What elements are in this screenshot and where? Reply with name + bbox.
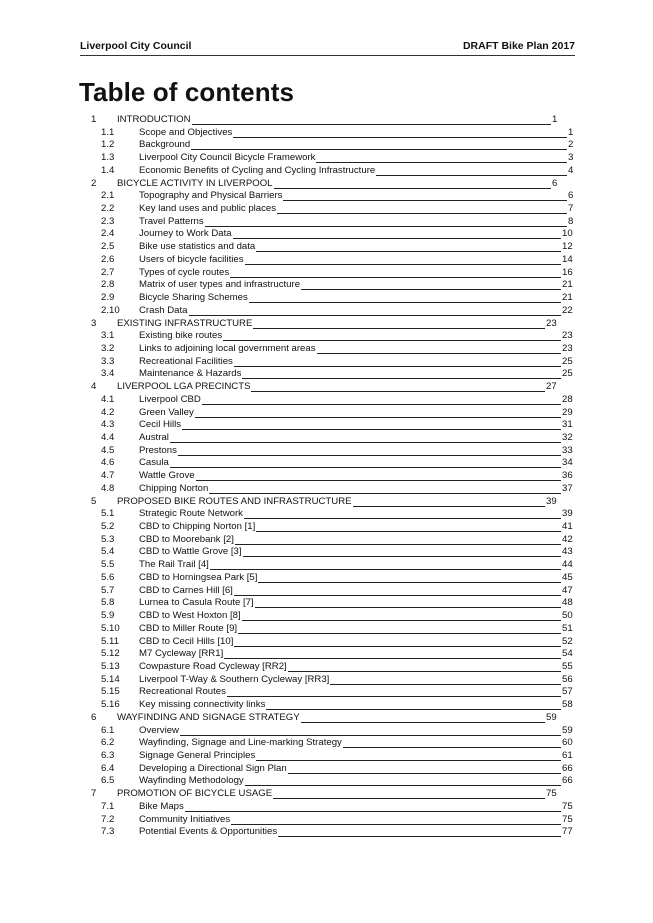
toc-entry-number: 4.1 <box>101 393 115 405</box>
toc-entry-page-number: 60 <box>562 737 573 749</box>
toc-entry-number: 5.13 <box>101 660 120 672</box>
toc-entry-number: 4.7 <box>101 470 115 482</box>
toc-section-entry[interactable] <box>0 496 653 508</box>
toc-entry-title: Links to adjoining local government areas <box>139 342 316 354</box>
toc-subsection-entry[interactable] <box>0 241 653 253</box>
toc-entry-title: Travel Patterns <box>139 215 204 227</box>
toc-entry-title: LIVERPOOL LGA PRECINCTS <box>117 381 251 393</box>
toc-entry-number: 5.14 <box>101 673 120 685</box>
toc-leader-line <box>249 292 561 303</box>
toc-entry-title: Crash Data <box>139 304 188 316</box>
toc-entry-title: Cowpasture Road Cycleway [RR2] <box>139 660 287 672</box>
toc-subsection-entry[interactable] <box>0 305 653 317</box>
toc-entry-page-number: 43 <box>562 546 573 558</box>
toc-subsection-entry[interactable] <box>0 368 653 380</box>
toc-entry-number: 5.7 <box>101 584 115 596</box>
toc-entry-number: 6.1 <box>101 724 115 736</box>
toc-leader-line <box>178 445 561 456</box>
toc-entry-page-number: 51 <box>562 622 573 634</box>
toc-entry-number: 5.5 <box>101 559 115 571</box>
toc-leader-line <box>242 610 561 621</box>
toc-entry-page-number: 25 <box>562 355 573 367</box>
toc-subsection-entry[interactable] <box>0 457 653 469</box>
toc-subsection-entry[interactable] <box>0 292 653 304</box>
toc-entry-page-number: 33 <box>562 444 573 456</box>
toc-entry-number: 5.4 <box>101 546 115 558</box>
toc-leader-line <box>255 597 561 608</box>
toc-entry-page-number: 31 <box>562 419 573 431</box>
toc-entry-number: 5.9 <box>101 610 115 622</box>
toc-subsection-entry[interactable] <box>0 254 653 266</box>
toc-subsection-entry[interactable] <box>0 330 653 342</box>
toc-entry-number: 3.4 <box>101 368 115 380</box>
toc-leader-line <box>256 241 561 252</box>
toc-entry-number: 1.2 <box>101 139 115 151</box>
toc-leader-line <box>170 457 561 468</box>
toc-entry-number: 4 <box>91 381 97 393</box>
toc-entry-title: Users of bicycle facilities <box>139 253 244 265</box>
toc-entry-title: WAYFINDING AND SIGNAGE STRATEGY <box>117 711 300 723</box>
toc-entry-number: 3 <box>91 317 97 329</box>
toc-entry-title: Wayfinding, Signage and Line-marking Strategy <box>139 737 342 749</box>
toc-entry-page-number: 55 <box>562 660 573 672</box>
toc-subsection-entry[interactable] <box>0 190 653 202</box>
toc-entry-title: Matrix of user types and infrastructure <box>139 279 301 291</box>
toc-section-entry[interactable] <box>0 712 653 724</box>
toc-entry-number: 5.15 <box>101 686 120 698</box>
toc-subsection-entry[interactable] <box>0 228 653 240</box>
toc-entry-number: 2.3 <box>101 215 115 227</box>
toc-leader-line <box>227 686 561 697</box>
toc-subsection-entry[interactable] <box>0 152 653 164</box>
toc-entry-number: 4.2 <box>101 406 115 418</box>
toc-entry-title: Overview <box>139 724 179 736</box>
toc-leader-line <box>278 826 561 837</box>
toc-subsection-entry[interactable] <box>0 559 653 571</box>
toc-entry-page-number: 41 <box>562 521 573 533</box>
toc-entry-title: CBD to Moorebank [2] <box>139 533 234 545</box>
toc-entry-page-number: 42 <box>562 533 573 545</box>
toc-subsection-entry[interactable] <box>0 826 653 838</box>
toc-leader-line <box>242 368 561 379</box>
toc-entry-number: 2.1 <box>101 190 115 202</box>
toc-entry-title: Scope and Objectives <box>139 126 233 138</box>
toc-leader-line <box>243 546 561 557</box>
toc-leader-line <box>234 356 561 367</box>
toc-leader-line <box>283 190 567 201</box>
toc-entry-title: Economic Benefits of Cycling and Cycling Infrastructure <box>139 164 376 176</box>
toc-entry-page-number: 75 <box>562 800 573 812</box>
toc-entry-number: 7.1 <box>101 800 115 812</box>
toc-entry-number: 3.2 <box>101 342 115 354</box>
toc-entry-title: Casula <box>139 457 169 469</box>
toc-subsection-entry[interactable] <box>0 165 653 177</box>
toc-entry-page-number: 32 <box>562 432 573 443</box>
toc-leader-line <box>235 534 561 545</box>
toc-entry-title: Wayfinding Methodology <box>139 775 244 787</box>
toc-leader-line <box>202 394 561 405</box>
toc-entry-number: 4.5 <box>101 444 115 456</box>
toc-entry-page-number: 16 <box>562 266 573 278</box>
toc-leader-line <box>288 661 561 672</box>
toc-entry-number: 7.3 <box>101 826 115 838</box>
toc-entry-title: Key missing connectivity links <box>139 699 266 711</box>
toc-subsection-entry[interactable] <box>0 139 653 151</box>
toc-section-entry[interactable] <box>0 114 653 126</box>
toc-entry-page-number: 8 <box>568 215 574 227</box>
toc-subsection-entry[interactable] <box>0 610 653 622</box>
toc-subsection-entry[interactable] <box>0 483 653 495</box>
toc-entry-page-number: 77 <box>562 826 573 838</box>
toc-subsection-entry[interactable] <box>0 534 653 546</box>
toc-entry-page-number: 48 <box>562 597 573 609</box>
toc-subsection-entry[interactable] <box>0 343 653 355</box>
toc-leader-line <box>273 788 545 799</box>
toc-entry-number: 2.8 <box>101 279 115 291</box>
toc-leader-line <box>223 330 561 341</box>
toc-leader-line <box>256 750 561 761</box>
toc-entry-title: CBD to Carnes Hill [6] <box>139 584 233 596</box>
toc-entry-page-number: 59 <box>562 724 573 736</box>
toc-entry-number: 5.2 <box>101 521 115 533</box>
toc-entry-page-number: 10 <box>562 228 573 240</box>
toc-entry-title: CBD to Miller Route [9] <box>139 622 238 634</box>
toc-entry-title: Journey to Work Data <box>139 228 232 240</box>
toc-leader-line <box>317 343 561 354</box>
toc-entry-title: Austral <box>139 432 169 443</box>
toc-leader-line <box>192 114 551 125</box>
toc-entry-page-number: 59 <box>546 711 557 723</box>
toc-entry-title: Prestons <box>139 444 177 456</box>
toc-entry-title: Bike use statistics and data <box>139 241 256 253</box>
toc-subsection-entry[interactable] <box>0 470 653 482</box>
toc-subsection-entry[interactable] <box>0 216 653 228</box>
toc-entry-number: 2.4 <box>101 228 115 240</box>
toc-leader-line <box>233 127 567 138</box>
toc-entry-title: Lurnea to Casula Route [7] <box>139 597 254 609</box>
toc-entry-page-number: 39 <box>546 495 557 507</box>
toc-entry-number: 2.2 <box>101 203 115 215</box>
toc-entry-page-number: 1 <box>552 114 558 125</box>
toc-leader-line <box>316 152 567 163</box>
toc-entry-page-number: 25 <box>562 368 573 380</box>
toc-entry-title: Wattle Grove <box>139 470 195 482</box>
toc-subsection-entry[interactable] <box>0 725 653 737</box>
toc-entry-title: Maintenance & Hazards <box>139 368 242 380</box>
toc-leader-line <box>343 737 561 748</box>
toc-leader-line <box>196 470 561 481</box>
toc-entry-page-number: 39 <box>562 508 573 520</box>
toc-entry-number: 5.11 <box>101 635 119 647</box>
toc-entry-title: Developing a Directional Sign Plan <box>139 762 287 774</box>
toc-leader-line <box>180 725 561 736</box>
toc-entry-page-number: 23 <box>546 317 557 329</box>
toc-subsection-entry[interactable] <box>0 648 653 660</box>
toc-entry-page-number: 12 <box>562 241 573 253</box>
toc-entry-number: 1.3 <box>101 152 115 164</box>
toc-leader-line <box>233 228 561 239</box>
toc-leader-line <box>288 763 561 774</box>
toc-leader-line <box>210 559 561 570</box>
toc-entry-page-number: 34 <box>562 457 573 469</box>
toc-leader-line <box>195 407 561 418</box>
toc-subsection-entry[interactable] <box>0 546 653 558</box>
toc-leader-line <box>301 712 545 723</box>
toc-leader-line <box>191 139 567 150</box>
toc-leader-line <box>330 674 561 685</box>
toc-leader-line <box>234 636 561 647</box>
toc-leader-line <box>251 381 545 392</box>
toc-entry-page-number: 4 <box>568 164 574 176</box>
toc-entry-title: The Rail Trail [4] <box>139 559 209 571</box>
toc-entry-page-number: 58 <box>562 699 573 711</box>
toc-entry-page-number: 28 <box>562 393 573 405</box>
toc-entry-page-number: 36 <box>562 470 573 482</box>
toc-entry-title: PROMOTION OF BICYCLE USAGE <box>117 788 273 800</box>
toc-entry-number: 6.2 <box>101 737 115 749</box>
toc-entry-title: M7 Cycleway [RR1] <box>139 648 224 660</box>
toc-leader-line <box>209 483 561 494</box>
toc-entry-page-number: 56 <box>562 673 573 685</box>
toc-leader-line <box>256 521 561 532</box>
toc-leader-line <box>231 814 561 825</box>
toc-entry-page-number: 66 <box>562 775 573 787</box>
toc-entry-number: 3.1 <box>101 330 115 342</box>
toc-subsection-entry[interactable] <box>0 267 653 279</box>
toc-entry-title: CBD to Cecil Hills [10] <box>139 635 234 647</box>
toc-entry-page-number: 21 <box>562 292 573 304</box>
toc-subsection-entry[interactable] <box>0 737 653 749</box>
toc-entry-number: 4.4 <box>101 432 115 443</box>
toc-entry-number: 5.1 <box>101 508 115 520</box>
toc-subsection-entry[interactable] <box>0 763 653 775</box>
toc-entry-number: 6.4 <box>101 762 115 774</box>
toc-entry-number: 1.4 <box>101 164 115 176</box>
toc-subsection-entry[interactable] <box>0 445 653 457</box>
toc-leader-line <box>376 165 567 176</box>
toc-entry-title: CBD to Wattle Grove [3] <box>139 546 242 558</box>
toc-entry-title: Community Initiatives <box>139 813 231 825</box>
toc-subsection-entry[interactable] <box>0 572 653 584</box>
toc-entry-number: 5.16 <box>101 699 120 711</box>
toc-entry-page-number: 21 <box>562 279 573 291</box>
toc-entry-page-number: 45 <box>562 571 573 583</box>
toc-entry-title: Existing bike routes <box>139 330 223 342</box>
toc-leader-line <box>234 585 561 596</box>
toc-entry-number: 5.3 <box>101 533 115 545</box>
toc-entry-title: Recreational Facilities <box>139 355 233 367</box>
toc-leader-line <box>182 419 561 430</box>
toc-entry-title: EXISTING INFRASTRUCTURE <box>117 317 253 329</box>
toc-entry-page-number: 7 <box>568 203 574 215</box>
toc-leader-line <box>258 572 561 583</box>
toc-subsection-entry[interactable] <box>0 750 653 762</box>
toc-leader-line <box>189 305 561 316</box>
toc-leader-line <box>185 801 561 812</box>
toc-entry-page-number: 23 <box>562 330 573 342</box>
toc-entry-number: 1.1 <box>101 126 115 138</box>
toc-entry-number: 1 <box>91 114 97 125</box>
toc-entry-number: 4.8 <box>101 482 115 494</box>
toc-leader-line <box>170 432 561 443</box>
toc-entry-title: Background <box>139 139 191 151</box>
toc-entry-number: 4.6 <box>101 457 115 469</box>
toc-leader-line <box>301 279 561 290</box>
toc-entry-page-number: 50 <box>562 610 573 622</box>
toc-entry-title: Potential Events & Opportunities <box>139 826 278 838</box>
toc-entry-title: Types of cycle routes <box>139 266 230 278</box>
toc-entry-number: 5.10 <box>101 622 120 634</box>
toc-leader-line <box>353 496 545 507</box>
toc-entry-title: CBD to West Hoxton [8] <box>139 610 241 622</box>
toc-entry-page-number: 29 <box>562 406 573 418</box>
page-title: Table of contents <box>79 77 295 107</box>
toc-entry-number: 6 <box>91 711 97 723</box>
header-document-title: DRAFT Bike Plan 2017 <box>462 40 575 52</box>
toc-entry-page-number: 44 <box>562 559 573 571</box>
toc-entry-title: Green Valley <box>139 406 194 418</box>
toc-subsection-entry[interactable] <box>0 623 653 635</box>
toc-subsection-entry[interactable] <box>0 585 653 597</box>
toc-entry-title: BICYCLE ACTIVITY IN LIVERPOOL <box>117 177 273 189</box>
toc-subsection-entry[interactable] <box>0 661 653 673</box>
toc-entry-number: 2.10 <box>101 304 120 316</box>
toc-entry-page-number: 75 <box>546 788 557 800</box>
toc-entry-number: 5.12 <box>101 648 120 660</box>
toc-entry-page-number: 22 <box>562 304 573 316</box>
toc-entry-number: 2.9 <box>101 292 115 304</box>
toc-subsection-entry[interactable] <box>0 636 653 648</box>
toc-subsection-entry[interactable] <box>0 801 653 813</box>
toc-entry-page-number: 37 <box>562 482 573 494</box>
toc-entry-number: 7.2 <box>101 813 115 825</box>
toc-entry-page-number: 6 <box>552 177 558 189</box>
toc-subsection-entry[interactable] <box>0 432 653 444</box>
page-header <box>80 39 575 56</box>
toc-entry-title: Topography and Physical Barriers <box>139 190 283 202</box>
toc-entry-title: Cecil Hills <box>139 419 182 431</box>
toc-entry-number: 2.5 <box>101 241 115 253</box>
toc-entry-page-number: 47 <box>562 584 573 596</box>
header-organization: Liverpool City Council <box>80 40 192 52</box>
toc-leader-line <box>224 648 561 659</box>
toc-entry-title: Liverpool City Council Bicycle Framework <box>139 152 316 164</box>
toc-entry-title: CBD to Horningsea Park [5] <box>139 571 258 583</box>
toc-section-entry[interactable] <box>0 381 653 393</box>
toc-entry-page-number: 54 <box>562 648 573 660</box>
toc-leader-line <box>230 267 561 278</box>
toc-entry-number: 3.3 <box>101 355 115 367</box>
toc-entry-page-number: 57 <box>562 686 573 698</box>
toc-subsection-entry[interactable] <box>0 686 653 698</box>
toc-subsection-entry[interactable] <box>0 394 653 406</box>
toc-section-entry[interactable] <box>0 788 653 800</box>
toc-subsection-entry[interactable] <box>0 203 653 215</box>
toc-entry-title: Recreational Routes <box>139 686 226 698</box>
toc-leader-line <box>238 623 561 634</box>
toc-entry-title: Liverpool T-Way & Southern Cycleway [RR3] <box>139 673 330 685</box>
toc-entry-number: 5.6 <box>101 571 115 583</box>
toc-entry-page-number: 27 <box>546 381 557 393</box>
toc-entry-page-number: 75 <box>562 813 573 825</box>
toc-entry-number: 6.5 <box>101 775 115 787</box>
toc-entry-number: 5 <box>91 495 97 507</box>
toc-entry-title: Bicycle Sharing Schemes <box>139 292 248 304</box>
toc-entry-number: 5.8 <box>101 597 115 609</box>
toc-entry-number: 2 <box>91 177 97 189</box>
toc-subsection-entry[interactable] <box>0 699 653 711</box>
toc-entry-number: 2.6 <box>101 253 115 265</box>
toc-subsection-entry[interactable] <box>0 597 653 609</box>
toc-subsection-entry[interactable] <box>0 814 653 826</box>
toc-entry-title: PROPOSED BIKE ROUTES AND INFRASTRUCTURE <box>117 495 352 507</box>
toc-subsection-entry[interactable] <box>0 127 653 139</box>
toc-entry-number: 2.7 <box>101 266 115 278</box>
toc-entry-page-number: 3 <box>568 152 574 164</box>
toc-subsection-entry[interactable] <box>0 419 653 431</box>
toc-entry-number: 4.3 <box>101 419 115 431</box>
toc-entry-page-number: 23 <box>562 342 573 354</box>
toc-entry-title: Chipping Norton <box>139 482 209 494</box>
toc-section-entry[interactable] <box>0 318 653 330</box>
toc-subsection-entry[interactable] <box>0 674 653 686</box>
toc-leader-line <box>244 508 561 519</box>
toc-entry-number: 6.3 <box>101 750 115 761</box>
toc-subsection-entry[interactable] <box>0 279 653 291</box>
toc-leader-line <box>205 216 567 227</box>
toc-leader-line <box>253 318 545 329</box>
toc-subsection-entry[interactable] <box>0 356 653 368</box>
toc-entry-title: INTRODUCTION <box>117 114 191 125</box>
toc-entry-page-number: 2 <box>568 139 574 151</box>
toc-leader-line <box>277 203 567 214</box>
toc-entry-title: CBD to Chipping Norton [1] <box>139 521 256 533</box>
toc-subsection-entry[interactable] <box>0 521 653 533</box>
toc-entry-page-number: 14 <box>562 253 573 265</box>
toc-entry-title: Liverpool CBD <box>139 393 201 405</box>
toc-entry-page-number: 61 <box>562 750 573 761</box>
toc-leader-line <box>266 699 561 710</box>
toc-subsection-entry[interactable] <box>0 508 653 520</box>
toc-subsection-entry[interactable] <box>0 775 653 787</box>
toc-entry-number: 7 <box>91 788 97 800</box>
toc-entry-page-number: 52 <box>562 635 573 647</box>
toc-entry-title: Strategic Route Network <box>139 508 243 520</box>
toc-entry-page-number: 1 <box>568 126 574 138</box>
toc-leader-line <box>274 178 551 189</box>
toc-leader-line <box>245 254 561 265</box>
toc-entry-page-number: 6 <box>568 190 574 202</box>
toc-section-entry[interactable] <box>0 178 653 190</box>
toc-entry-title: Bike Maps <box>139 800 184 812</box>
toc-entry-title: Key land uses and public places <box>139 203 277 215</box>
toc-entry-title: Signage General Principles <box>139 750 256 761</box>
toc-entry-page-number: 66 <box>562 762 573 774</box>
toc-subsection-entry[interactable] <box>0 407 653 419</box>
toc-leader-line <box>245 775 561 786</box>
